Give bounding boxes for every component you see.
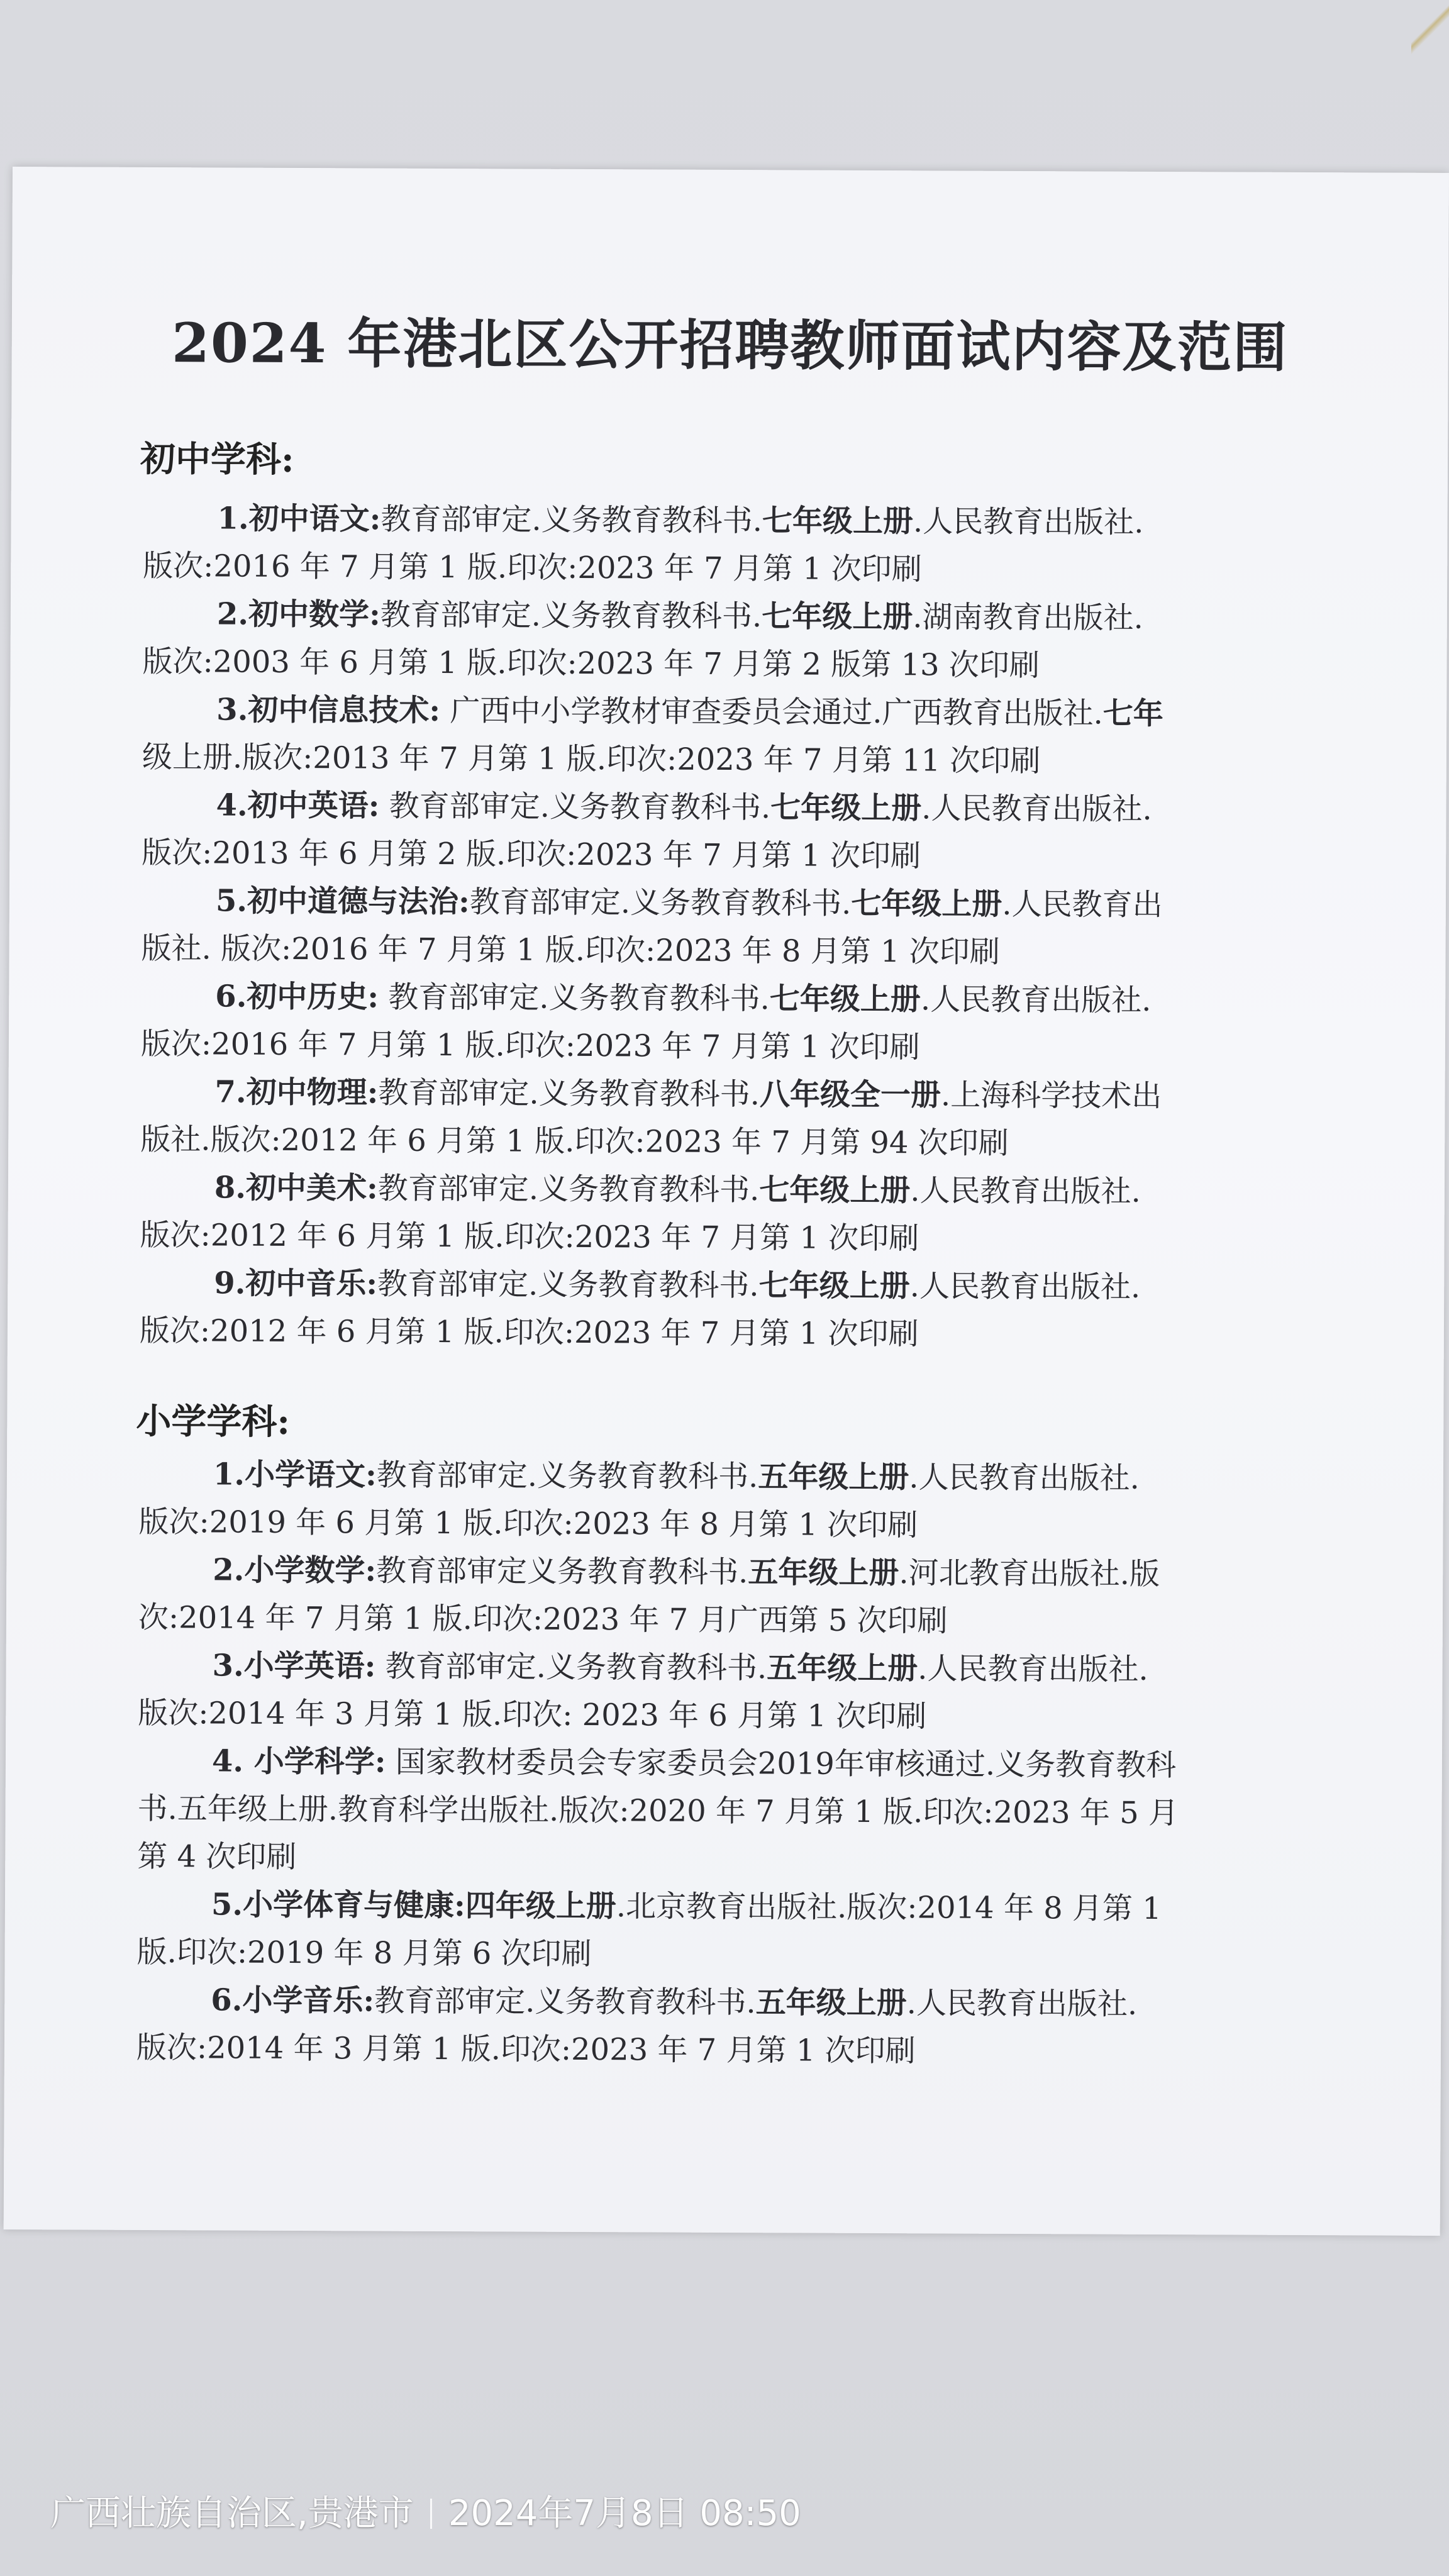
item-text: .人民教育出版社. (906, 1985, 1138, 2022)
item-text: 教育部审定.义务教育教科书. (380, 597, 762, 635)
item-first-line (139, 1450, 1346, 1503)
item-first-line (138, 1737, 1345, 1790)
item-text: 教育部审定.义务教育教科书. (375, 1648, 767, 1686)
item-text: 教育部审定.义务教育教科书. (376, 1457, 758, 1495)
middle-school-item (141, 972, 1349, 1073)
item-continuation-line: 版社. 版次:2016 年 7 月第 1 版.印次:2023 年 8 月第 1 次印刷 (141, 930, 1000, 970)
item-grade: 七年级上册 (770, 790, 922, 826)
item-label: 3.初中信息技术: (216, 692, 441, 728)
primary-school-heading: 小学学科: (136, 1400, 291, 1443)
item-grade: 七年级上册 (762, 599, 913, 635)
middle-school-item (142, 686, 1350, 786)
paper-sheet (4, 167, 1449, 2236)
item-label: 6.初中历史: (215, 979, 379, 1015)
item-grade: 八年级全一册 (759, 1077, 941, 1113)
item-grade: 七年级上册 (758, 1268, 910, 1304)
middle-school-item (142, 590, 1350, 691)
item-first-line (141, 972, 1348, 1025)
middle-school-item (141, 877, 1349, 977)
item-grade: 七年级上册 (762, 503, 914, 540)
item-text: .湖南教育出版社. (913, 599, 1143, 636)
item-text: 教育部审定义务教育教科书. (375, 1553, 748, 1591)
item-text: .人民教育出版社. (921, 791, 1152, 827)
item-grade: 七年级上册 (769, 981, 921, 1018)
item-text: .人民教育出版社. (920, 982, 1152, 1018)
item-first-line (138, 1641, 1345, 1694)
primary-school-item (138, 1641, 1346, 1742)
middle-school-item (140, 1068, 1348, 1169)
middle-school-heading: 初中学科: (140, 438, 294, 480)
primary-school-item (138, 1546, 1346, 1646)
item-grade: 四年级上册 (465, 1888, 616, 1924)
item-grade: 七年 (1102, 696, 1163, 732)
item-text: .人民教育出版社. (909, 1269, 1141, 1305)
item-text: 教育部审定.义务教育教科书. (380, 501, 763, 539)
corner-decoration (1411, 0, 1449, 57)
item-label: 4. 小学科学: (211, 1743, 386, 1780)
primary-school-item (136, 1976, 1345, 2077)
item-label: 8.初中美术: (214, 1170, 378, 1206)
item-first-line (142, 877, 1349, 930)
item-first-line (142, 781, 1349, 834)
item-continuation-line: 版次:2019 年 6 月第 1 版.印次:2023 年 8 月第 1 次印刷 (138, 1504, 918, 1543)
item-first-line (140, 1259, 1347, 1312)
item-text: 教育部审定.义务教育教科书. (377, 1170, 760, 1208)
item-continuation-line: 版次:2016 年 7 月第 1 版.印次:2023 年 7 月第 1 次印刷 (143, 548, 923, 587)
item-grade: 五年级上册 (767, 1650, 918, 1687)
item-text: 教育部审定.义务教育教科书. (377, 1266, 759, 1304)
middle-school-item (140, 1163, 1348, 1264)
item-label: 6.小学音乐: (211, 1982, 375, 2019)
item-continuation-line: 第 4 次印刷 (137, 1838, 297, 1875)
caption-location: 广西壮族自治区,贵港市 (50, 2493, 414, 2534)
primary-school-item (138, 1450, 1346, 1551)
item-continuation-line: 次:2014 年 7 月第 1 版.印次:2023 年 7 月广西第 5 次印刷 (138, 1599, 948, 1639)
item-text: .北京教育出版社.版次:2014 年 8 月第 1 (616, 1889, 1162, 1927)
item-label: 2.初中数学: (216, 596, 380, 633)
item-first-line (143, 590, 1350, 643)
document-title: 2024 年港北区公开招聘教师面试内容及范围 (171, 311, 1289, 380)
item-continuation-line: 书.五年级上册.教育科学出版社.版次:2020 年 7 月第 1 版.印次:2023 年 5 月 (137, 1790, 1179, 1831)
middle-school-item (140, 1259, 1348, 1360)
item-continuation-line: 版社.版次:2012 年 6 月第 1 版.印次:2023 年 7 月第 94 次印刷 (140, 1121, 1009, 1161)
item-text: 教育部审定.义务教育教科书. (378, 979, 770, 1017)
item-text: .人民教育出版社. (910, 1173, 1141, 1209)
item-first-line (138, 1546, 1346, 1599)
caption-separator (430, 2499, 432, 2529)
item-continuation-line: 版.印次:2019 年 8 月第 6 次印刷 (136, 1934, 592, 1972)
item-continuation-line: 版次:2014 年 3 月第 1 版.印次: 2023 年 6 月第 1 次印刷 (138, 1695, 927, 1735)
item-label: 7.初中物理: (214, 1074, 379, 1111)
item-first-line (142, 686, 1350, 738)
primary-school-item (136, 1880, 1345, 1981)
item-continuation-line: 版次:2012 年 6 月第 1 版.印次:2023 年 7 月第 1 次印刷 (139, 1313, 919, 1352)
item-label: 1.小学语文: (213, 1457, 377, 1493)
item-grade: 七年级上册 (759, 1172, 911, 1209)
item-continuation-line: 版次:2003 年 6 月第 1 版.印次:2023 年 7 月第 2 版第 13 次印刷 (142, 643, 1040, 684)
item-label: 5.初中道德与法治: (215, 883, 470, 920)
item-label: 5.小学体育与健康: (211, 1887, 465, 1924)
item-label: 9.初中音乐: (214, 1265, 378, 1302)
item-text: .河北教育出版社.版 (899, 1555, 1160, 1592)
item-text: 教育部审定.义务教育教科书. (469, 884, 852, 921)
item-continuation-line: 版次:2013 年 6 月第 2 版.印次:2023 年 7 月第 1 次印刷 (142, 835, 921, 874)
primary-school-item (137, 1737, 1345, 1885)
photo-caption (50, 2485, 801, 2536)
item-continuation-line: 版次:2014 年 3 月第 1 版.印次:2023 年 7 月第 1 次印刷 (136, 2029, 916, 2069)
item-first-line (140, 1163, 1348, 1216)
item-continuation-line: 版次:2012 年 6 月第 1 版.印次:2023 年 7 月第 1 次印刷 (140, 1217, 919, 1257)
item-grade: 七年级上册 (851, 886, 1002, 922)
item-first-line (137, 1880, 1345, 1933)
item-text: .人民教育出版社. (918, 1651, 1148, 1687)
item-text: 教育部审定.义务教育教科书. (374, 1983, 756, 2021)
item-label: 4.初中英语: (216, 787, 380, 824)
caption-datetime: 2024年7月8日 08:50 (448, 2493, 801, 2534)
item-label: 2.小学数学: (213, 1552, 377, 1589)
item-first-line (136, 1976, 1344, 2029)
item-text: 教育部审定.义务教育教科书. (378, 1075, 760, 1113)
item-first-line (140, 1068, 1348, 1121)
item-text: .人民教育出版社. (909, 1460, 1140, 1496)
item-grade: 五年级上册 (748, 1555, 899, 1591)
middle-school-item (143, 494, 1351, 595)
middle-school-item (142, 781, 1350, 882)
item-text: .上海科学技术出 (940, 1077, 1162, 1114)
item-text: 广西中小学教材审查委员会通过.广西教育出版社. (440, 692, 1103, 731)
item-label: 3.小学英语: (212, 1648, 376, 1684)
item-first-line (143, 494, 1350, 547)
item-text: .人民教育出 (1002, 886, 1163, 923)
item-grade: 五年级上册 (755, 1985, 907, 2021)
item-continuation-line: 版次:2016 年 7 月第 1 版.印次:2023 年 7 月第 1 次印刷 (140, 1026, 920, 1065)
item-text: .人民教育出版社. (913, 504, 1144, 540)
item-text: 教育部审定.义务教育教科书. (379, 788, 771, 826)
item-label: 1.初中语文: (217, 501, 381, 537)
item-text: 国家教材委员会专家委员会2019年审核通过.义务教育教科 (386, 1744, 1177, 1784)
item-continuation-line: 级上册.版次:2013 年 7 月第 1 版.印次:2023 年 7 月第 11 次印刷 (142, 739, 1041, 779)
item-grade: 五年级上册 (758, 1459, 909, 1496)
